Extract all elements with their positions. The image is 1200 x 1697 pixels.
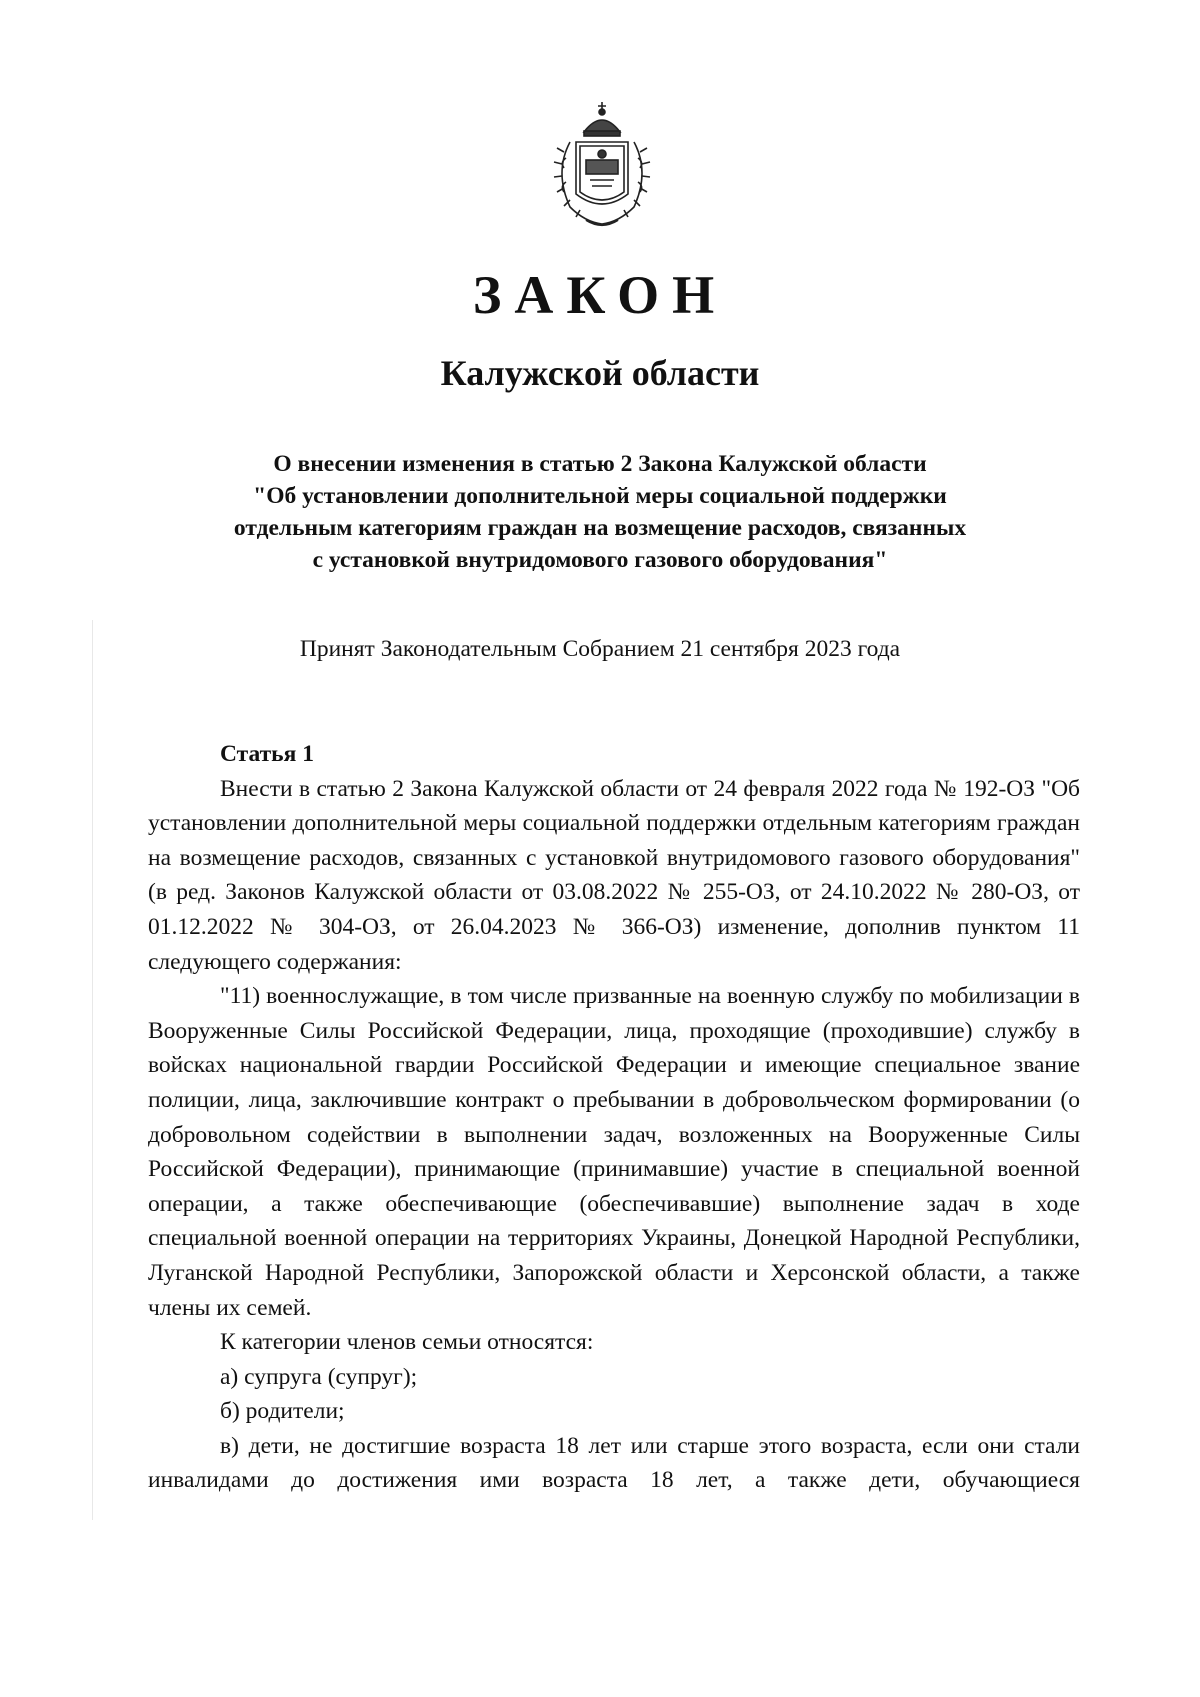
coat-of-arms-icon — [540, 102, 665, 232]
document-subtitle: Калужской области — [440, 353, 760, 393]
article-paragraph: Внести в статью 2 Закона Калужской области от 24 февраля 2022 года № 192-ОЗ "Об установлении дополнительной меры социальной поддержки отдельным категориям граждан на возмещение расходов, связанных с установкой внутридомового газового оборудования" (в ред. Законов Калужской области от 03.08.2022 № 255-ОЗ, от 24.10.2022 № 280-ОЗ, от 01.12.2022 № 304-ОЗ, от 26.04.2023 № 366-ОЗ) изменение, дополнив пунктом 11 следующего содержания: — [148, 775, 1080, 975]
law-heading-line: с установкой внутридомового газового оборудования" — [312, 547, 888, 573]
article-title: Статья 1 — [220, 741, 314, 767]
article-paragraph: "11) военнослужащие, в том числе призванные на военную службу по мобилизации в Вооруженные Силы Российской Федерации, лица, проходящие (проходившие) службу в войсках национальной гвардии Российской Федерации и имеющие специальное звание полиции, лица, заключившие контракт о пребывании в добровольческом формировании (о добровольном содействии в выполнении задач, возложенных на Вооруженные Силы Российской Федерации), принимающие (принимавшие) участие в специальной военной операции, а также обеспечивающие (обеспечивавшие) выполнение задач в ходе специальной военной операции на территориях Украины, Донецкой Народной Республики, Луганской Народной Республики, Запорожской области и Херсонской области, а также члены их семей. — [148, 983, 1080, 1321]
scan-edge-line — [92, 620, 93, 1520]
article-paragraph: К категории членов семьи относятся: — [220, 1329, 594, 1356]
article-paragraph: в) дети, не достигшие возраста 18 лет или старше этого возраста, если они стали инвалидами до достижения ими возраста 18 лет, а также дети, обучающиеся — [148, 1432, 1080, 1494]
article-paragraph: а) супруга (супруг); — [220, 1363, 418, 1390]
article-body — [148, 737, 1080, 1498]
document-title: ЗАКОН — [472, 265, 728, 325]
law-heading-line: "Об установлении дополнительной меры социальной поддержки — [253, 483, 947, 509]
article-paragraph: б) родители; — [220, 1398, 345, 1425]
law-heading-line: О внесении изменения в статью 2 Закона Калужской области — [273, 451, 927, 477]
law-heading — [150, 448, 1050, 576]
law-heading-line: отдельным категориям граждан на возмещение расходов, связанных — [233, 515, 967, 541]
adoption-note: Принят Законодательным Собранием 21 сентября 2023 года — [299, 636, 901, 662]
